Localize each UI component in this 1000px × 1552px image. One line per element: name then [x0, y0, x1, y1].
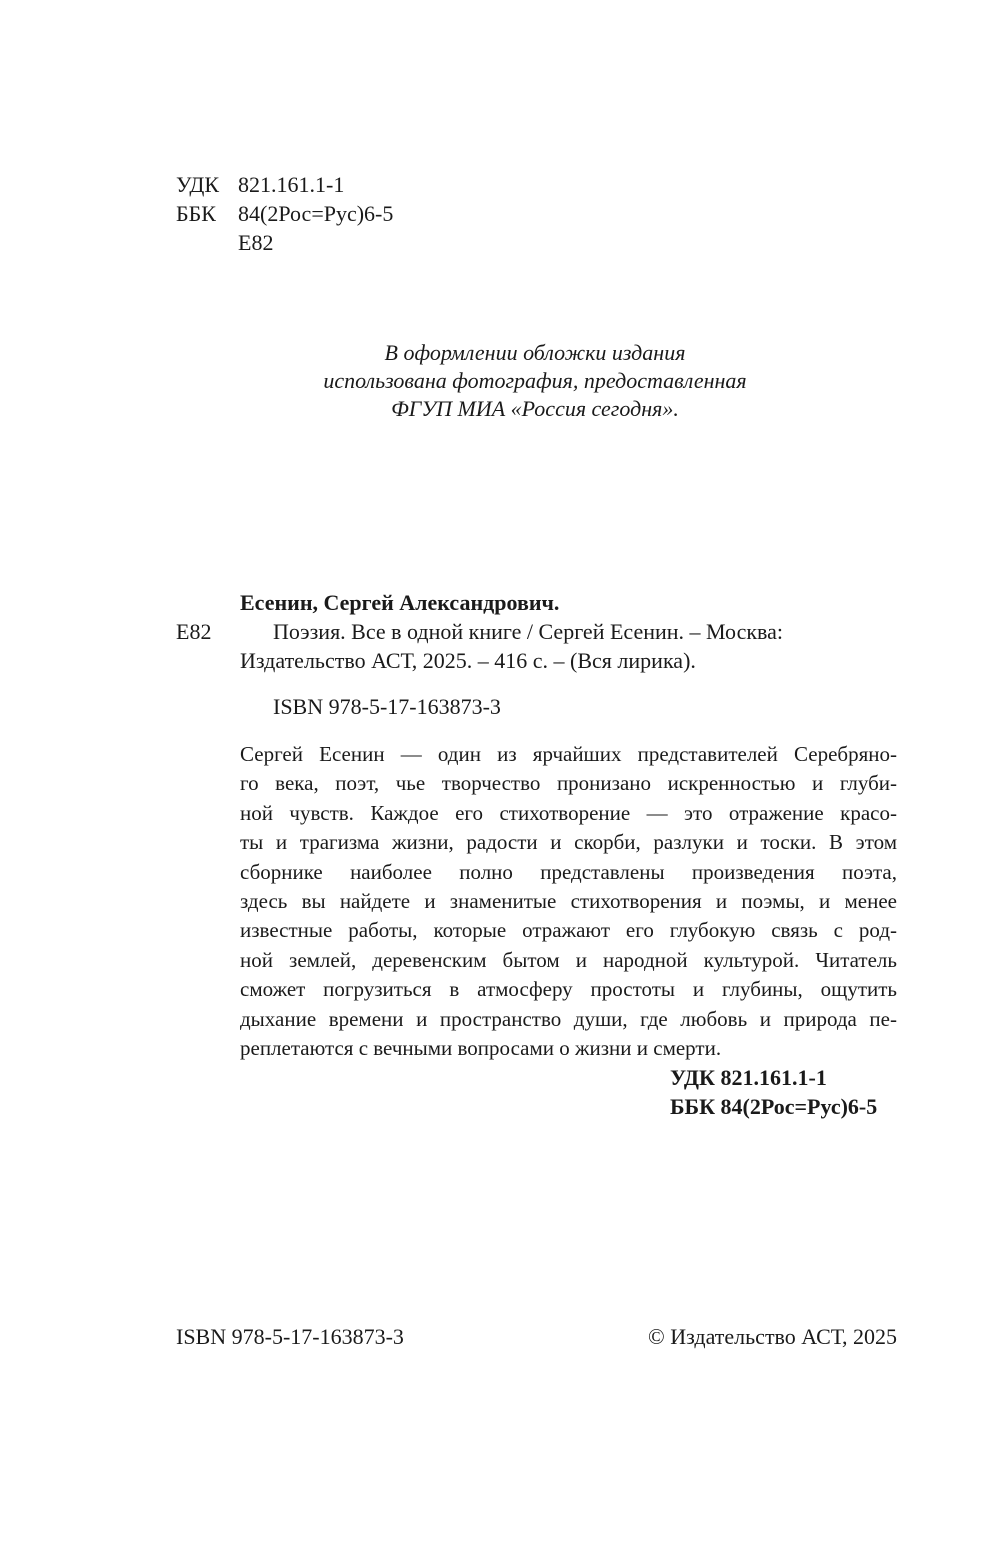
bbk-label: ББК — [176, 201, 216, 226]
bibliographic-line-2: Издательство АСТ, 2025. – 416 с. – (Вся лирика). — [240, 648, 696, 673]
annotation-line: го века, поэт, чье творчество пронизано искренностью и глуби- — [240, 771, 897, 796]
author-heading: Есенин, Сергей Александрович. — [240, 590, 560, 615]
bibliographic-line-1: Поэзия. Все в одной книге / Сергей Есенин. – Москва: — [273, 619, 784, 644]
credit-line: ФГУП МИА «Россия сегодня». — [391, 396, 679, 421]
bottom-classification-codes — [670, 1063, 877, 1121]
annotation-line: ты и трагизма жизни, радости и скорби, разлуки и тоски. В этом — [240, 830, 897, 855]
annotation-line: ной чувств. Каждое его стихотворение — это отражение красо- — [240, 800, 897, 825]
udk-row — [176, 170, 393, 199]
annotation-line: реплетаются с вечными вопросами о жизни и смерти. — [240, 1036, 722, 1061]
annotation-line: дыхание времени и пространство души, где любовь и природа пе- — [240, 1006, 897, 1031]
annotation-line: сборнике наиболее полно представлены произведения поэта, — [240, 859, 897, 884]
udk-value: 821.161.1-1 — [238, 172, 345, 197]
bbk-value: 84(2Рос=Рус)6-5 — [238, 201, 394, 226]
author-mark: Е82 — [238, 230, 274, 255]
udk-label: УДК — [176, 172, 220, 197]
record-isbn: ISBN 978-5-17-163873-3 — [273, 694, 501, 719]
annotation-line: известные работы, которые отражают его глубокую связь с род- — [240, 918, 897, 943]
bottom-udk: УДК 821.161.1-1 — [670, 1065, 827, 1090]
annotation-line: ной землей, деревенским бытом и народной культурой. Читатель — [240, 947, 897, 972]
annotation — [240, 740, 897, 1063]
footer-isbn: ISBN 978-5-17-163873-3 — [176, 1324, 404, 1349]
annotation-line: здесь вы найдете и знаменитые стихотворения и поэмы, и менее — [240, 889, 897, 914]
classification-codes — [176, 170, 393, 257]
credit-line: использована фотография, предоставленная — [323, 368, 747, 393]
cover-photo-credit — [240, 339, 830, 423]
credit-line: В оформлении обложки издания — [384, 340, 686, 365]
bottom-bbk: ББК 84(2Рос=Рус)6-5 — [670, 1094, 878, 1119]
annotation-line: сможет погрузиться в атмосферу простоты и глубины, ощутить — [240, 977, 897, 1002]
author-index: Е82 — [176, 619, 212, 644]
annotation-line: Сергей Есенин — один из ярчайших представителей Серебряно- — [240, 742, 897, 766]
bbk-row — [176, 199, 393, 228]
footer-copyright: © Издательство АСТ, 2025 — [648, 1324, 897, 1349]
